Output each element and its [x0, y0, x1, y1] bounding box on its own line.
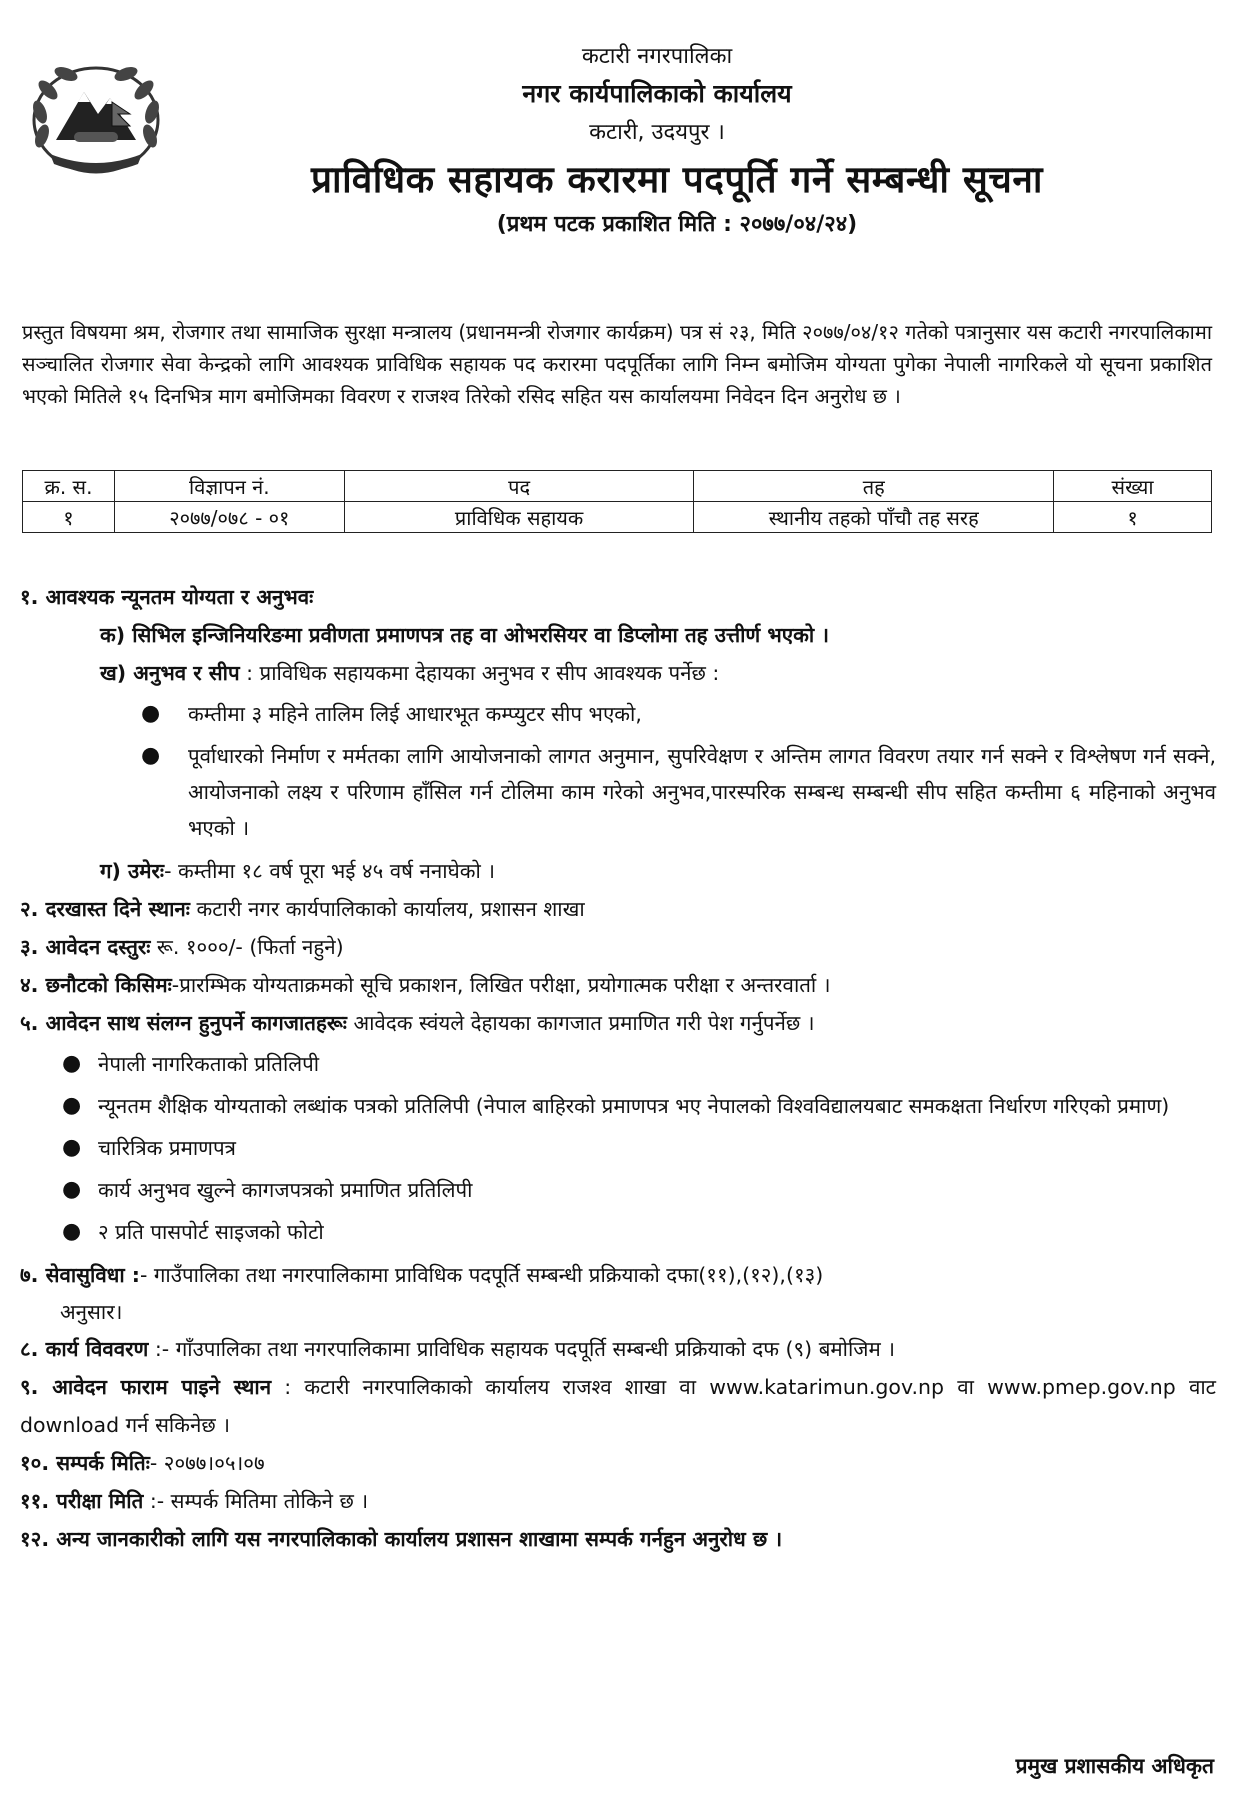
municipality-name: कटारी नगरपालिका	[581, 44, 733, 69]
job-description-label: ८. कार्य विववरण	[20, 1337, 149, 1361]
qualification-skills	[20, 654, 1216, 692]
col-header-post: पद	[344, 471, 694, 502]
list-item	[20, 1172, 1216, 1208]
list-item	[20, 1130, 1216, 1166]
bullet-icon: ●	[141, 701, 161, 726]
section-facilities	[20, 1256, 1216, 1294]
signature-title: प्रमुख प्रशासकीय अधिकृत	[1015, 1754, 1214, 1778]
notice-title: प्राविधिक सहायक करारमा पदपूर्ति गर्ने सम्बन्धी सूचना	[310, 158, 1044, 201]
intro-paragraph: प्रस्तुत विषयमा श्रम, रोजगार तथा सामाजिक सुरक्षा मन्त्रालय (प्रधानमन्त्री रोजगार कार्यक्रम) पत्र सं २३, मिति २०७७/०४/१२ गतेको पत्रानुसार यस कटारी नगरपालिकामा सञ्चालित रोजगार सेवा केन्द्रको लागि आवश्यक प्राविधिक सहायक पद करारमा पदपूर्तिका लागि निम्न बमोजिम योग्यता पुगेका नेपाली नागरिकले यो सूचना प्रकाशित भएको मितिले १५ दिनभित्र माग बमोजिमका विवरण र राजश्व तिरेको रसिद सहित यस कार्यालयमा निवेदन दिन अनुरोध छ ।	[22, 320, 1213, 408]
col-header-serial: क्र. स.	[23, 471, 115, 502]
bullet-icon: ●	[62, 1051, 82, 1076]
selection-type-text: -प्रारम्भिक योग्यताक्रमको सूचि प्रकाशन, लिखित परीक्षा, प्रयोगात्मक परीक्षा र अन्तरवार्ता ।	[171, 973, 831, 997]
section-qualification-heading: १. आवश्यक न्यूनतम योग्यता र अनुभवः	[20, 585, 314, 609]
list-item	[20, 1046, 1216, 1082]
form-location-label: ९. आवेदन फाराम पाइने स्थान	[20, 1375, 272, 1399]
section-form-location	[20, 1368, 1216, 1444]
document-item-text: २ प्रति पासपोर्ट साइजको फोटो	[98, 1220, 324, 1244]
application-fee-label: ३. आवेदन दस्तुरः	[20, 935, 151, 959]
selection-type-label: ४. छनौटको किसिमः	[20, 973, 172, 997]
section-application-fee	[20, 928, 1216, 966]
notice-body	[20, 578, 1216, 1558]
col-header-count: संख्या	[1054, 471, 1212, 502]
application-fee-text: रू. १०००/- (फिर्ता नहुने)	[150, 935, 344, 959]
form-location-text: : कटारी नगरपालिकाको कार्यालय राजश्व शाखा वा www.katarimun.gov.np वा www.pmep.gov.np वाट download गर्न सकिनेछ ।	[20, 1375, 1216, 1437]
section-documents	[20, 1004, 1216, 1042]
table-row	[23, 502, 1212, 533]
facilities-label: ७. सेवासुविधा :	[20, 1263, 140, 1287]
vacancy-table	[22, 470, 1212, 533]
contact-date-label: १०. सम्पर्क मितिः	[20, 1451, 150, 1475]
publish-date: (प्रथम पटक प्रकाशित मिति : २०७७/०४/२४)	[496, 212, 858, 237]
job-description-text: :- गाँउपालिका तथा नगरपालिकामा प्राविधिक सहायक पदपूर्ति सम्बन्धी प्रक्रियाको दफ (९) बमोजिम ।	[148, 1337, 896, 1361]
bullet-icon: ●	[62, 1093, 82, 1118]
section-job-description	[20, 1330, 1216, 1368]
document-item-text: कार्य अनुभव खुल्ने कागजपत्रको प्रमाणित प्रतिलिपी	[98, 1178, 473, 1202]
documents-text: आवेदक स्वंयले देहायका कागजात प्रमाणित गरी पेश गर्नुपर्नेछ ।	[346, 1011, 815, 1035]
skills-label: ख) अनुभव र सीप	[100, 661, 240, 685]
table-header-row	[23, 471, 1212, 502]
section-contact-date	[20, 1444, 1216, 1482]
cell-level: स्थानीय तहको पाँचौ तह सरह	[694, 502, 1054, 533]
cell-ad-no: २०७७/०७८ - ०१	[114, 502, 344, 533]
facilities-text: - गाउँपालिका तथा नगरपालिकामा प्राविधिक पदपूर्ति सम्बन्धी प्रक्रियाको दफा(११),(१२),(१३)	[139, 1263, 824, 1287]
qualification-age	[20, 852, 1216, 890]
cell-post: प्राविधिक सहायक	[344, 502, 694, 533]
application-place-text: कटारी नगर कार्यपालिकाको कार्यालय, प्रशासन शाखा	[189, 897, 585, 921]
documents-label: ५. आवेदन साथ संलग्न हुनुपर्ने कागजातहरूः	[20, 1011, 347, 1035]
exam-date-label: ११. परीक्षा मिति	[20, 1489, 144, 1513]
skill-item-text: कम्तीमा ३ महिने तालिम लिई आधारभूत कम्प्युटर सीप भएको,	[188, 702, 642, 726]
list-item	[20, 1214, 1216, 1250]
skill-item-text: पूर्वाधारको निर्माण र मर्मतका लागि आयोजनाको लागत अनुमान, सुपरिवेक्षण र अन्तिम लागत विवरण तयार गर्न सक्ने र विश्लेषण गर्न सक्ने, आयोजनाको लक्ष्य र परिणाम हाँसिल गर्न टोलिमा काम गरेको अनुभव,पारस्परिक सम्बन्ध सम्बन्धी सीप सहित कम्तीमा ६ महिनाको अनुभव भएको ।	[188, 744, 1216, 840]
section-more-info: १२. अन्य जानकारीको लागि यस नगरपालिकाको कार्यालय प्रशासन शाखामा सम्पर्क गर्नहुन अनुरोध छ ।	[20, 1527, 783, 1551]
col-header-level: तह	[694, 471, 1054, 502]
age-text: - कम्तीमा १८ वर्ष पूरा भई ४५ वर्ष ननाघेको ।	[164, 859, 496, 883]
skills-text: : प्राविधिक सहायकमा देहायका अनुभव र सीप आवश्यक पर्नेछ :	[239, 661, 720, 685]
document-item-text: न्यूनतम शैक्षिक योग्यताको लब्धांक पत्रको प्रतिलिपी (नेपाल बाहिरको प्रमाणपत्र भए नेपालको विश्वविद्यालयबाट समकक्षता निर्धारण गरिएको प्रमाण)	[98, 1094, 1170, 1118]
exam-date-text: :- सम्पर्क मितिमा तोकिने छ ।	[143, 1489, 369, 1513]
col-header-ad-no: विज्ञापन नं.	[114, 471, 344, 502]
bullet-icon: ●	[62, 1219, 82, 1244]
document-item-text: नेपाली नागरिकताको प्रतिलिपी	[98, 1052, 320, 1076]
document-item-text: चारित्रिक प्रमाणपत्र	[98, 1136, 236, 1160]
bullet-icon: ●	[62, 1177, 82, 1202]
age-label: ग) उमेरः	[100, 859, 165, 883]
office-address: कटारी, उदयपुर ।	[589, 120, 725, 145]
list-item	[20, 1088, 1216, 1124]
bullet-icon: ●	[62, 1135, 82, 1160]
section-exam-date	[20, 1482, 1216, 1520]
cell-count: १	[1054, 502, 1212, 533]
bullet-icon: ●	[141, 743, 161, 768]
list-item	[20, 696, 1216, 732]
contact-date-text: - २०७७।०५।०७	[149, 1451, 265, 1475]
section-application-place	[20, 890, 1216, 928]
qualification-education: क) सिभिल इन्जिनियरिङमा प्रवीणता प्रमाणपत्र तह वा ओभरसियर वा डिप्लोमा तह उत्तीर्ण भएको ।	[100, 623, 830, 647]
section-selection-type	[20, 966, 1216, 1004]
list-item	[20, 738, 1216, 846]
office-name: नगर कार्यपालिकाको कार्यालय	[522, 79, 792, 108]
application-place-label: २. दरखास्त दिने स्थानः	[20, 897, 190, 921]
cell-serial: १	[23, 502, 115, 533]
facilities-continuation: अनुसार।	[60, 1300, 123, 1324]
